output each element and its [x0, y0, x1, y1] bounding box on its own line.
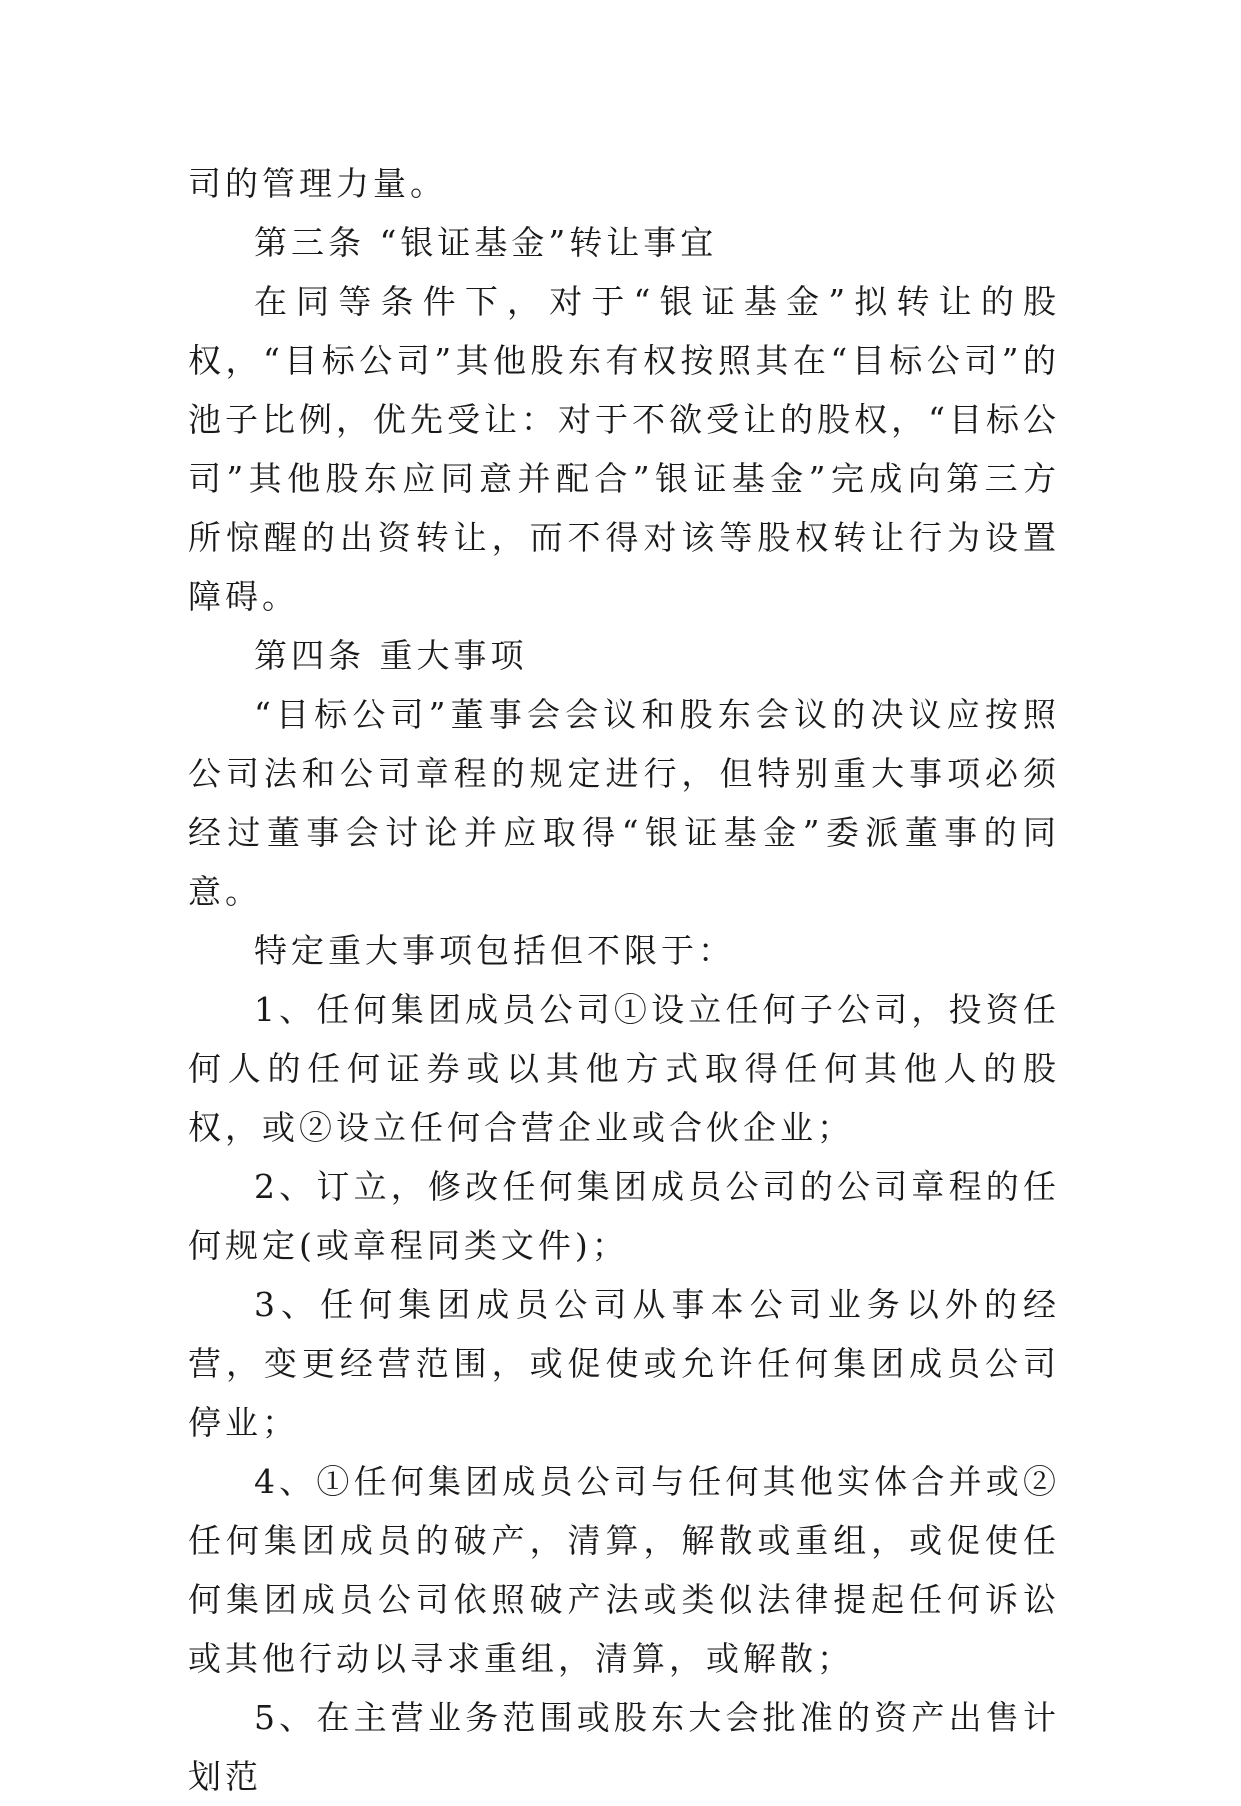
- article-4-heading: 第四条 重大事项: [254, 636, 528, 675]
- article-4-body: “目标公司”董事会会议和股东会议的决议应按照公司法和公司章程的规定进行，但特别重大事项必须经过董事会讨论并应取得“银证基金”委派董事的同意。: [188, 695, 1060, 911]
- article-3-heading: 第三条 “银证基金”转让事宜: [254, 223, 718, 262]
- article-3-body: 在同等条件下，对于“银证基金”拟转让的股权，“目标公司”其他股东有权按照其在“目标公司”的池子比例，优先受让：对于不欲受让的股权，“目标公司”其他股东应同意并配合”银证基金”完成向第三方所惊醒的出资转让，而不得对该等股权转让行为设置障碍。: [188, 282, 1060, 616]
- major-matter-item-4: 4、①任何集团成员公司与任何其他实体合并或②任何集团成员的破产，清算，解散或重组，或促使任何集团成员公司依照破产法或类似法律提起任何诉讼或其他行动以寻求重组，清算，或解散；: [188, 1462, 1060, 1678]
- major-matter-item-3: 3、任何集团成员公司从事本公司业务以外的经营，变更经营范围，或促使或允许任何集团成员公司停业；: [188, 1285, 1060, 1442]
- major-matter-item-1: 1、任何集团成员公司①设立任何子公司，投资任何人的任何证券或以其他方式取得任何其他人的股权，或②设立任何合营企业或合伙企业；: [188, 990, 1060, 1147]
- major-matters-intro: 特定重大事项包括但不限于：: [254, 931, 735, 970]
- paragraph-continuation: 司的管理力量。: [188, 164, 447, 203]
- major-matter-item-2: 2、订立，修改任何集团成员公司的公司章程的任何规定(或章程同类文件)；: [188, 1167, 1060, 1265]
- document-body: [188, 154, 1060, 1806]
- major-matter-item-5: 5、在主营业务范围或股东大会批准的资产出售计划范: [188, 1698, 1060, 1796]
